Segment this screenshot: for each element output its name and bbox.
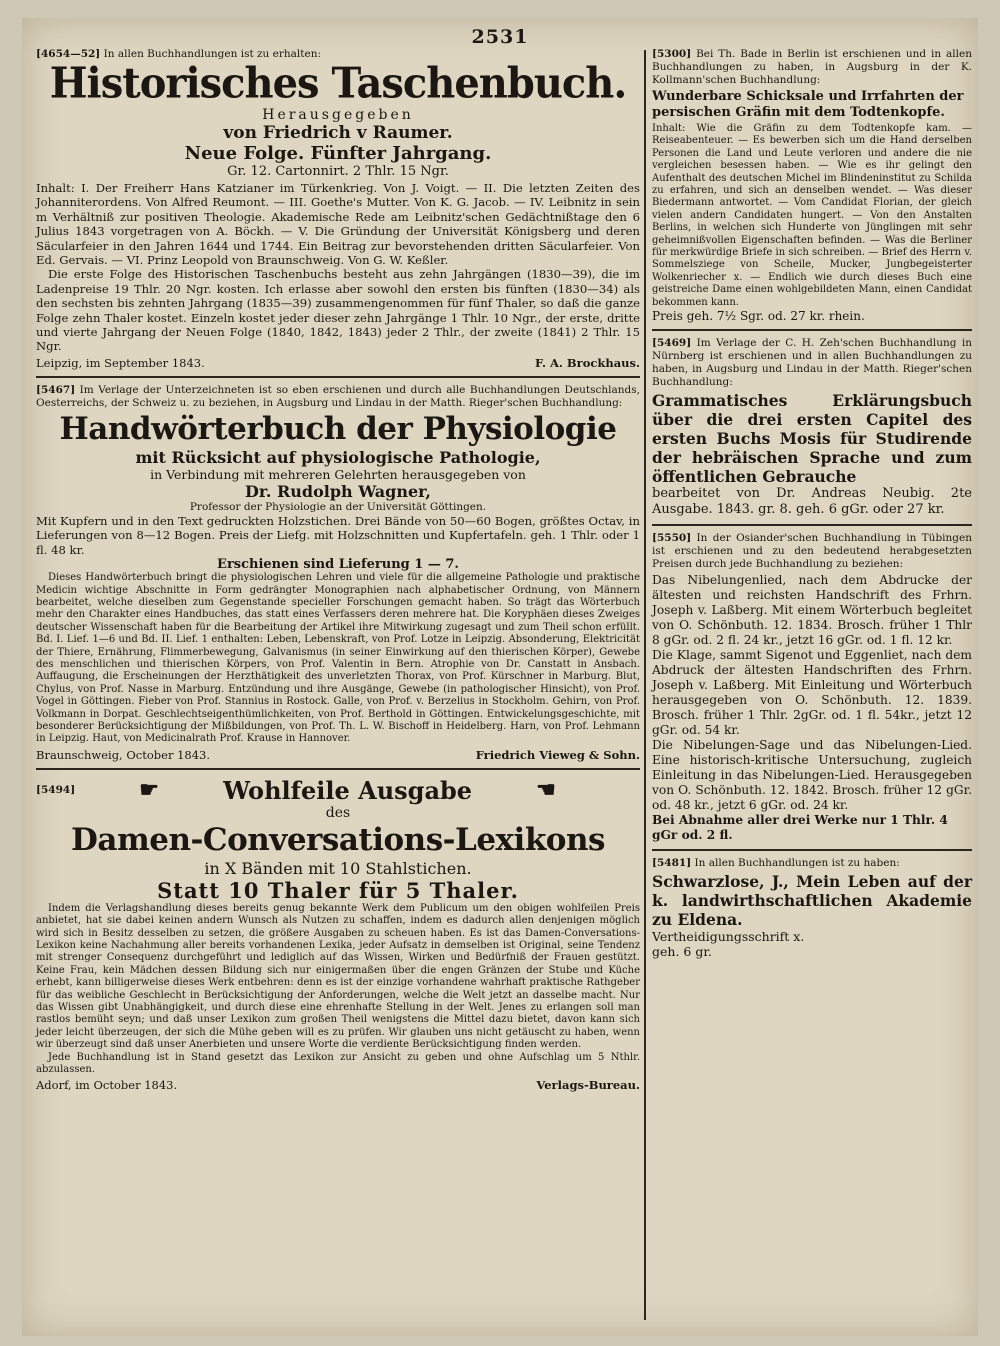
offer-text: Die erste Folge des Historischen Taschenbuchs besteht aus zehn Jahrgängen (1830—39), die im Ladenpreise 19 Thlr. 20 Ngr. kosten. Ich erlasse aber sowohl den ersten bis fünften (1830—34) als den sechsten bis zehnten Jahrgang (1835—39) zusammengenommen für fünf Thaler, so daß die ganze Folge zehn Thaler kostet. Einzeln kostet jeder dieser zehn Jahrgänge 1 Thlr. 10 Ngr., der erste, dritte und vierte Jahrgang der Neuen Folge (1840, 1842, 1843) jeder 2 Thlr., der zweite (1841) 2 Thlr. 15 Ngr. (36, 267, 640, 354)
price-offer: Statt 10 Thaler für 5 Thaler. (157, 877, 519, 903)
contents: Inhalt: I. Der Freiherr Hans Katzianer im Türkenkrieg. Von J. Voigt. — II. Die letzten Zeiten des Johanniterordens. Von Alfred Reumont. — III. Goethe's Mutter. Von K. G. Jacob. — IV. Leibnitz in sein m Verhältniß zur positiven Theologie. Akademische Rede am Leibnitz'schen Gedächtnißtage den 6 Julius 1843 vorgetragen von A. Böckh. — V. Die Gründung der Universität Königsberg und deren Säcularfeier in den Jahren 1644 und 1744. Ein Beitrag zur bevorstehenden dritten Säcularfeier. Von Ed. Gervais. — VI. Prinz Leopold von Braunschweig. Von G. W. Keßler. (36, 181, 640, 268)
left-column (36, 48, 640, 1092)
ad-tag: [4654—52] (36, 48, 101, 60)
ad-tag: [5300] (652, 48, 692, 60)
publisher: Friedrich Vieweg & Sohn. (475, 747, 640, 762)
des-line: des (325, 804, 351, 821)
ad-title: Wunderbare Schicksale und Irrfahrten der persischen Gräfin mit dem Todtenkopfe. (652, 89, 964, 120)
ad-intro: Bei Th. Bade in Berlin ist erschienen und in allen Buchhandlungen zu haben, in Augsburg in der K. Kollmann'schen Buchhandlung: (652, 48, 972, 86)
editor: Dr. Rudolph Wagner, (244, 481, 431, 501)
divider (36, 768, 640, 770)
list-item: Die Klage, sammt Sigenot und Eggenliet, nach dem Abdruck der ältesten Handschriften des Frhrn. Joseph v. Laßberg. Mit Einleitung und Wörterbuch herausgegeben von O. Schönbuth. 12. 1839. Brosch. früher 1 Thlr. 2gGr. od. 1 fl. 54kr., jetzt 12 gGr. od. 54 kr. (652, 648, 972, 738)
divider (652, 524, 972, 526)
ad-tag: [5550] (652, 532, 692, 545)
divider (36, 376, 640, 378)
description: Dieses Handwörterbuch bringt die physiologischen Lehren und viele für die allgemeine Pathologie und praktische Medicin wichtige Abschnitte in Form gedrängter Monographien nach alphabetischer Ordnung, von Männern bearbeitet, welche dieselben zum Gegenstande specieller Forschungen gemacht haben. So trägt das Wörterbuch mehr den Charakter eines Handbuches, das statt eines Verfassers deren mehrere hat. Die Koryphäen dieses Zweiges deutscher Wissenschaft haben für die Bearbeitung der Artikel ihre Mitwirkung zugesagt und zum Theil schon erfüllt. Bd. I. Lief. 1—6 und Bd. II. Lief. 1 enthalten: Leben, Lebenskraft, von Prof. Lotze in Leipzig. Absonderung, Elektricität der Thiere, Ernährung, Flimmerbewegung, Galvanismus (in seiner Einwirkung auf den thierischen Körper), Gewebe des menschlichen und thierischen Körpers, von Prof. Valentin in Bern. Atrophie von Dr. Canstatt in Ansbach. Auffaugung, die Erscheinungen der Herzthätigkeit des unverletzten Thorax, von Prof. Kürschner in Marburg. Blut, Chylus, von Prof. Nasse in Marburg. Entzündung und ihre Ausgänge, Gewebe (in pathologischer Hinsicht), von Prof. Vogel in Göttingen. Fieber von Prof. Stannius in Rostock. Galle, von Prof. v. Berzelius in Stockholm. Gehirn, von Prof. Volkmann in Dorpat. Geschlechtseigenthümlichkeiten, von Prof. Berthold in Göttingen. Entwickelungsgeschichte, mit besonderer Berücksichtigung der Mißbildungen, von Prof. Th. L. W. Bischoff in Heidelberg. Harn, von Prof. Lehmann in Leipzig. Haut, von Medicinalrath Prof. Krause in Hannover. (36, 572, 640, 745)
price: geh. 6 gr. (652, 944, 712, 960)
place-date: Braunschweig, October 1843. (36, 747, 211, 762)
ad-tag: [5467] (36, 383, 76, 396)
pointing-hand-left-icon: ☛ (139, 777, 159, 804)
right-column (652, 48, 972, 959)
bundle-offer: Bei Abnahme aller drei Werke nur 1 Thlr. 4 gGr od. 2 fl. (652, 813, 948, 843)
ad-tag: [5469] (652, 337, 692, 350)
publisher: Verlags-Bureau. (536, 1078, 640, 1093)
list-item: Die Nibelungen-Sage und das Nibelungen-Lied. Eine historisch-kritische Untersuchung, zugleich Einleitung in das Nibelungen-Lied. Herausgegeben von O. Schönbuth. 12. 1842. Brosch. früher 12 gGr. od. 48 kr., jetzt 6 gGr. od. 24 kr. (652, 738, 972, 813)
ad-intro: Im Verlage der Unterzeichneten ist so eben erschienen und durch alle Buchhandlungen Deutschlands, Oesterreichs, der Schweiz u. zu beziehen, in Augsburg und Lindau in der Matth. Rieger'schen Buchhandlung: (36, 383, 640, 409)
advertisement-schwarzlose (652, 857, 972, 959)
list-item: Das Nibelungenlied, nach dem Abdrucke der ältesten und reichsten Handschrift des Frhrn. Joseph v. Laßberg. Mit einem Wörterbuch begleitet von O. Schönbuth. 12. 1834. Brosch. früher 1 Thlr 8 gGr. od. 2 fl. 24 kr., jetzt 16 gGr. od. 1 fl. 12 kr. (652, 573, 972, 648)
ad-title: Schwarzlose, J., Mein Leben auf der k. landwirthschaftlichen Akademie zu Eldena. (652, 872, 972, 930)
author: bearbeitet von Dr. Andreas Neubig. 2te Ausgabe. 1843. gr. 8. geh. 6 gGr. oder 27 kr. (652, 486, 972, 518)
body-text: Indem die Verlagshandlung dieses bereits genug bekannte Werk dem Publicum um den obigen wohlfeilen Preis anbietet, hat sie dabei keinen andern Wunsch als Nutzen zu schaffen, indem es dadurch allen denjenigen möglich wird sich in Besitz desselben zu setzen, die größere Ausgaben zu scheuen haben. Es ist das Damen-Conversations-Lexikon keine Nachahmung aller bereits vorhandenen Lexika, jeder Aufsatz in demselben ist Original, seine Tendenz mit strenger Consequenz durchgeführt und lediglich auf das Wissen, Wirken und Bedürfniß der Frauen gestützt. Keine Frau, kein Mädchen dessen Bildung sich nur einigermaßen über die engen Gränzen der Stube und Küche erhebt, kann billigerweise dieses Werk entbehren: denn es ist der einzige vorhandene wahrhaft praktische Rathgeber für das weibliche Geschlecht in Berücksichtigung der Anforderungen, welche die Welt jetzt an dasselbe macht. Nur das Wissen gibt Unabhängigkeit, und durch diese eine ehrenhafte Stellung in der Welt. Jenes zu erlangen soll man rastlos bemüht seyn; und daß unser Lexikon zum großen Theil wenigstens die Mittel dazu bietet, davon kann sich jeder leicht überzeugen, der sich die Mühe geben will es zu prüfen. Wir glauben uns nicht getäuscht zu haben, wenn wir überzeugt sind daß unser Anerbieten und unsere Worte die verdiente Berücksichtigung finden werden. (36, 902, 640, 1051)
contents: Inhalt: Wie die Gräfin zu dem Todtenkopfe kam. — Reiseabenteuer. — Es bewerben sich um die Hand derselben Personen die Land und Leute verloren und andere die nie vergleichen besessen haben. — Wie es ihr gelingt den Aufenthalt des deutschen Michel im Blindeninstitut zu Schilda zu erfahren, und sich an denselben wendet. — Was dieser Biedermann antwortet. — Vom Candidat Florian, der gleich vielen andern Candidaten hungert. — Von den Anstalten Berlins, in welchen sich Hunderte von Jünglingen mit sehr geheimnißvollen Eigenschaften befinden. — Was die Berliner für merkwürdige Briefe in sich schreiben. — Brief des Herrn v. Sommelsziege von Scheile, Mucker, Jungbegeisterter Wolkenriecher x. — Endlich wie durch dieses Buch eine geistreiche Dame einen wohlgebildeten Mann, einen Candidat bekommen kann. (652, 123, 972, 308)
note: Jede Buchhandlung ist in Stand gesetzt das Lexikon zur Ansicht zu geben und ohne Aufschlag um 5 Nthlr. abzulassen. (36, 1051, 640, 1076)
publisher: F. A. Brockhaus. (534, 355, 640, 370)
issued: Erschienen sind Lieferung 1 — 7. (217, 557, 459, 573)
ad-intro: In der Osiander'schen Buchhandlung in Tübingen ist erschienen und zu den bedeutend herabgesetzten Preisen durch jede Buchhandlung zu beziehen: (652, 532, 972, 571)
editor: von Friedrich v Raumer. (223, 123, 453, 143)
place-date: Leipzig, im September 1843. (36, 355, 205, 370)
column-divider (644, 50, 646, 1320)
advertisement-damen-lexikon (36, 776, 640, 1093)
advertisement-handwoerterbuch (36, 384, 640, 762)
page-number: 2531 (471, 26, 529, 48)
volumes: in X Bänden mit 10 Stahlstichen. (204, 858, 472, 878)
advertisement-nibelungen (652, 532, 972, 843)
ad-intro: Im Verlage der C. H. Zeh'schen Buchhandlung in Nürnberg ist erschienen und in allen Buchhandlungen zu haben, in Augsburg und Lindau in der Matth. Rieger'schen Buchhandlung: (652, 337, 972, 389)
divider (652, 329, 972, 331)
ad-title: Historisches Taschenbuch. (49, 58, 627, 109)
item-list (652, 573, 972, 813)
headline: Wohlfeile Ausgabe (223, 775, 473, 805)
format-price: Gr. 12. Cartonnirt. 2 Thlr. 15 Ngr. (227, 164, 449, 179)
details: Mit Kupfern und in den Text gedruckten Holzstichen. Drei Bände von 50—60 Bogen, größtes Octav, in Lieferungen von 8—12 Bogen. Preis der Liefg. mit Holzschnitten und Kupfertafeln. geh. 1 Thlr. oder 1 fl. 48 kr. (36, 513, 640, 557)
advertisement-historisches-taschenbuch (36, 48, 640, 370)
newspaper-page (22, 18, 978, 1336)
advertisement-persische-graefin (652, 48, 972, 323)
ad-intro: In allen Buchhandlungen ist zu haben: (694, 857, 900, 870)
ad-title: Damen-Conversations-Lexikons (71, 821, 605, 858)
collaboration: in Verbindung mit mehreren Gelehrten herausgegeben von (150, 466, 526, 482)
advertisement-erklaerungsbuch (652, 337, 972, 518)
pointing-hand-right-icon: ☚ (536, 777, 556, 804)
subtitle: mit Rücksicht auf physiologische Pathologie, (135, 447, 541, 467)
ad-title: Grammatisches Erklärungsbuch über die drei ersten Capitel des ersten Buchs Mosis für Studirende der hebräischen Sprache und zum öffentlichen Gebrauche (652, 391, 972, 487)
price: Preis geh. 7½ Sgr. od. 27 kr. rhein. (652, 309, 865, 324)
extra: Vertheidigungsschrift x. (652, 929, 805, 945)
divider (652, 849, 972, 851)
editor-role: Professor der Physiologie an der Universität Göttingen. (189, 500, 487, 513)
series: Neue Folge. Fünfter Jahrgang. (184, 143, 492, 164)
ad-tag: [5481] (652, 857, 692, 870)
ad-tag: [5494] (36, 783, 76, 796)
editor-line: Herausgegeben (262, 107, 414, 123)
ad-title: Handwörterbuch der Physiologie (59, 410, 617, 447)
ad-intro: In allen Buchhandlungen ist zu erhalten: (103, 48, 321, 60)
place-date: Adorf, im October 1843. (36, 1078, 178, 1093)
